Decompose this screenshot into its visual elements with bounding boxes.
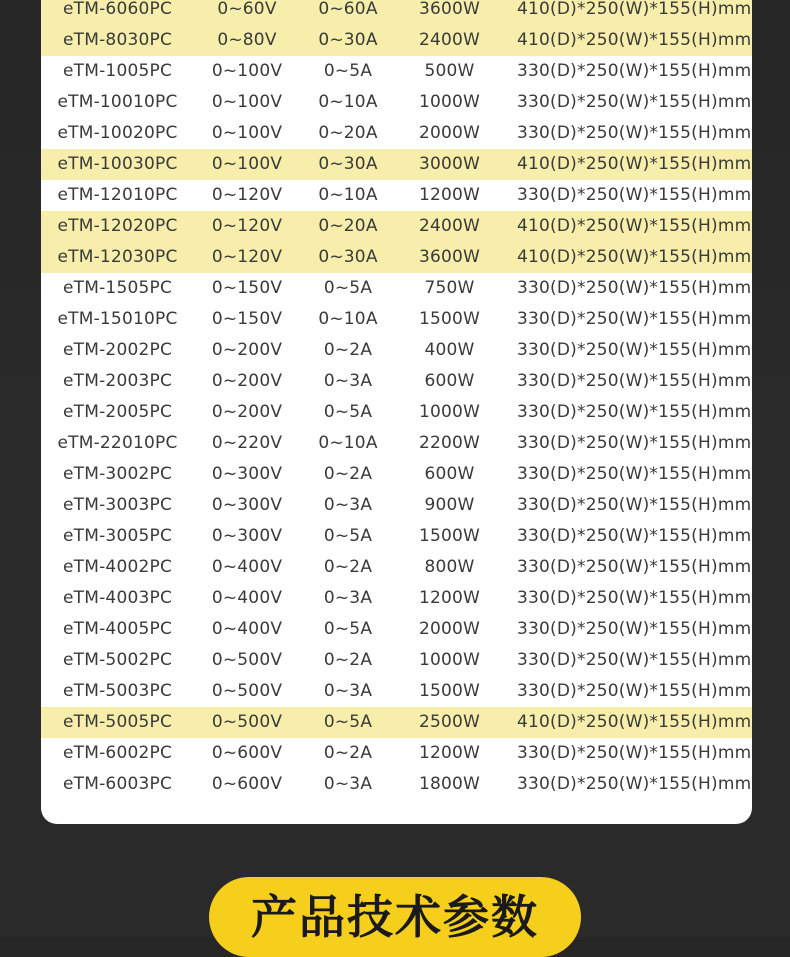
model-cell: eTM-1005PC [62,61,173,81]
dimensions-cell: 410(D)*250(W)*155(H)mm [517,712,752,732]
dimensions-cell: 330(D)*250(W)*155(H)mm [517,433,752,453]
table-row [41,428,752,459]
voltage-cell: 0~400V [211,557,283,577]
current-cell: 0~10A [318,92,378,112]
table-row [41,614,752,645]
power-cell: 1000W [418,92,481,112]
model-cell: eTM-4002PC [62,557,173,577]
voltage-cell: 0~200V [211,402,283,422]
current-cell: 0~30A [318,154,378,174]
table-row [41,583,752,614]
current-cell: 0~2A [323,340,373,360]
model-cell: eTM-3002PC [62,464,173,484]
table-row [41,304,752,335]
dimensions-cell: 330(D)*250(W)*155(H)mm [517,340,752,360]
power-cell: 2500W [418,712,481,732]
voltage-cell: 0~100V [211,123,283,143]
voltage-cell: 0~600V [211,774,283,794]
power-cell: 1200W [418,743,481,763]
current-cell: 0~10A [318,433,378,453]
model-cell: eTM-2005PC [62,402,173,422]
table-row [41,552,752,583]
dimensions-cell: 330(D)*250(W)*155(H)mm [517,464,752,484]
model-cell: eTM-2003PC [62,371,173,391]
power-cell: 2400W [418,216,481,236]
voltage-cell: 0~200V [211,340,283,360]
table-row [41,211,752,242]
current-cell: 0~60A [318,0,378,19]
table-row [41,459,752,490]
dimensions-cell: 330(D)*250(W)*155(H)mm [517,371,752,391]
table-row [41,0,752,25]
table-row [41,87,752,118]
current-cell: 0~10A [318,309,378,329]
power-cell: 2400W [418,30,481,50]
voltage-cell: 0~150V [211,278,283,298]
voltage-cell: 0~400V [211,619,283,639]
dimensions-cell: 330(D)*250(W)*155(H)mm [517,61,752,81]
power-cell: 600W [424,371,475,391]
dimensions-cell: 410(D)*250(W)*155(H)mm [517,154,752,174]
power-cell: 1200W [418,588,481,608]
dimensions-cell: 330(D)*250(W)*155(H)mm [517,619,752,639]
current-cell: 0~30A [318,30,378,50]
dimensions-cell: 330(D)*250(W)*155(H)mm [517,588,752,608]
table-row [41,676,752,707]
power-cell: 750W [424,278,475,298]
model-cell: eTM-6002PC [62,743,173,763]
power-cell: 600W [424,464,475,484]
table-row [41,366,752,397]
power-cell: 500W [424,61,475,81]
voltage-cell: 0~500V [211,712,283,732]
current-cell: 0~2A [323,557,373,577]
current-cell: 0~5A [323,619,373,639]
dimensions-cell: 330(D)*250(W)*155(H)mm [517,650,752,670]
power-cell: 1500W [418,526,481,546]
voltage-cell: 0~200V [211,371,283,391]
table-row [41,118,752,149]
model-cell: eTM-22010PC [57,433,178,453]
power-cell: 2200W [418,433,481,453]
model-cell: eTM-12020PC [57,216,178,236]
dimensions-cell: 330(D)*250(W)*155(H)mm [517,495,752,515]
model-cell: eTM-1505PC [62,278,173,298]
model-cell: eTM-3005PC [62,526,173,546]
voltage-cell: 0~500V [211,650,283,670]
current-cell: 0~5A [323,278,373,298]
table-row [41,149,752,180]
table-row [41,490,752,521]
voltage-cell: 0~600V [211,743,283,763]
model-cell: eTM-10020PC [57,123,178,143]
table-row [41,397,752,428]
current-cell: 0~2A [323,464,373,484]
model-cell: eTM-6003PC [62,774,173,794]
dimensions-cell: 410(D)*250(W)*155(H)mm [517,216,752,236]
model-cell: eTM-12010PC [57,185,178,205]
current-cell: 0~3A [323,588,373,608]
current-cell: 0~3A [323,371,373,391]
voltage-cell: 0~60V [217,0,277,19]
voltage-cell: 0~120V [211,185,283,205]
current-cell: 0~3A [323,774,373,794]
dimensions-cell: 330(D)*250(W)*155(H)mm [517,681,752,701]
voltage-cell: 0~400V [211,588,283,608]
power-cell: 3600W [418,0,481,19]
voltage-cell: 0~100V [211,154,283,174]
power-cell: 3000W [418,154,481,174]
model-cell: eTM-6060PC [62,0,173,19]
power-cell: 400W [424,340,475,360]
dimensions-cell: 330(D)*250(W)*155(H)mm [517,309,752,329]
model-cell: eTM-12030PC [57,247,178,267]
model-cell: eTM-8030PC [62,30,173,50]
voltage-cell: 0~100V [211,92,283,112]
table-row [41,56,752,87]
voltage-cell: 0~150V [211,309,283,329]
current-cell: 0~5A [323,712,373,732]
section-title-pill [209,877,581,957]
power-cell: 1000W [418,650,481,670]
model-cell: eTM-4005PC [62,619,173,639]
power-cell: 900W [424,495,475,515]
voltage-cell: 0~120V [211,216,283,236]
dimensions-cell: 330(D)*250(W)*155(H)mm [517,92,752,112]
current-cell: 0~20A [318,216,378,236]
current-cell: 0~5A [323,61,373,81]
power-cell: 1000W [418,402,481,422]
voltage-cell: 0~300V [211,526,283,546]
dimensions-cell: 330(D)*250(W)*155(H)mm [517,557,752,577]
model-cell: eTM-5005PC [62,712,173,732]
section-title: 产品技术参数 [251,890,539,944]
power-cell: 1800W [418,774,481,794]
power-cell: 1500W [418,681,481,701]
dimensions-cell: 410(D)*250(W)*155(H)mm [517,0,752,19]
power-cell: 2000W [418,123,481,143]
dimensions-cell: 330(D)*250(W)*155(H)mm [517,185,752,205]
dimensions-cell: 330(D)*250(W)*155(H)mm [517,278,752,298]
power-cell: 800W [424,557,475,577]
current-cell: 0~5A [323,402,373,422]
dimensions-cell: 330(D)*250(W)*155(H)mm [517,402,752,422]
model-cell: eTM-10030PC [57,154,178,174]
model-cell: eTM-10010PC [57,92,178,112]
table-row [41,25,752,56]
model-cell: eTM-3003PC [62,495,173,515]
model-cell: eTM-5002PC [62,650,173,670]
power-cell: 1200W [418,185,481,205]
current-cell: 0~20A [318,123,378,143]
voltage-cell: 0~220V [211,433,283,453]
voltage-cell: 0~500V [211,681,283,701]
table-row [41,335,752,366]
voltage-cell: 0~300V [211,464,283,484]
dimensions-cell: 330(D)*250(W)*155(H)mm [517,526,752,546]
model-cell: eTM-15010PC [57,309,178,329]
table-row [41,242,752,273]
voltage-cell: 0~120V [211,247,283,267]
spec-table [41,0,752,800]
current-cell: 0~30A [318,247,378,267]
current-cell: 0~3A [323,495,373,515]
table-row [41,769,752,800]
table-row [41,738,752,769]
table-row [41,180,752,211]
power-cell: 2000W [418,619,481,639]
current-cell: 0~5A [323,526,373,546]
current-cell: 0~2A [323,650,373,670]
dimensions-cell: 330(D)*250(W)*155(H)mm [517,774,752,794]
dimensions-cell: 410(D)*250(W)*155(H)mm [517,30,752,50]
table-row [41,521,752,552]
current-cell: 0~3A [323,681,373,701]
current-cell: 0~2A [323,743,373,763]
model-cell: eTM-5003PC [62,681,173,701]
dimensions-cell: 410(D)*250(W)*155(H)mm [517,247,752,267]
table-row [41,707,752,738]
power-cell: 1500W [418,309,481,329]
voltage-cell: 0~80V [217,30,277,50]
table-row [41,645,752,676]
dimensions-cell: 330(D)*250(W)*155(H)mm [517,123,752,143]
table-row [41,273,752,304]
model-cell: eTM-2002PC [62,340,173,360]
power-cell: 3600W [418,247,481,267]
voltage-cell: 0~100V [211,61,283,81]
current-cell: 0~10A [318,185,378,205]
dimensions-cell: 330(D)*250(W)*155(H)mm [517,743,752,763]
model-cell: eTM-4003PC [62,588,173,608]
voltage-cell: 0~300V [211,495,283,515]
